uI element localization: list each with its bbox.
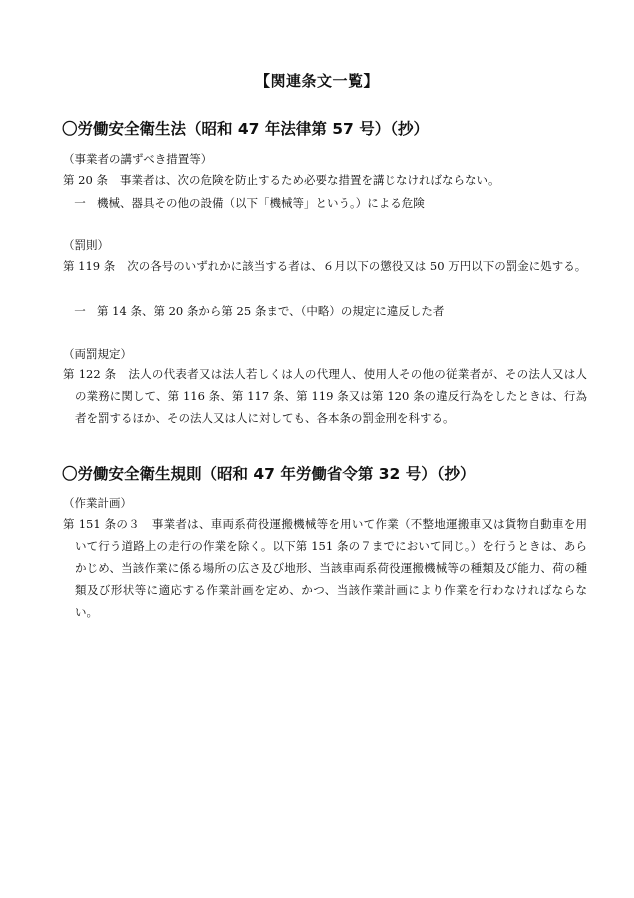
article-caption: （作業計画） — [63, 496, 132, 510]
article-number: 第 122 条 — [63, 367, 117, 381]
article-caption: （両罰規定） — [63, 347, 132, 361]
page-title: 【関連条文一覧】 — [254, 72, 379, 90]
article-text: 事業者は、車両系荷役運搬機械等を用いて作業（不整地運搬車又は貨物自動車を用いて行う道路上の走行の作業を除く。以下第 151 条の７までにおいて同じ。）を行うときは、あらかじめ、当該作業に係る場所の広さ及び地形、当該車両系荷役運搬機械等の種類及び能力、荷の種類及び形状等に適応する作業計画を定め、かつ、当該作業計画により作業を行わなければならない。 — [75, 517, 587, 619]
law-heading-anzen-eisei-ho: 〇労働安全衛生法（昭和 47 年法律第 57 号）（抄） — [62, 120, 429, 138]
article-20 — [63, 169, 587, 191]
article-text: 事業者は、次の危険を防止するため必要な措置を講じなければならない。 — [119, 173, 500, 187]
article-number: 第 151 条の３ — [63, 517, 140, 531]
item-text: 機械、器具その他の設備（以下「機械等」という。）による危険 — [97, 196, 425, 210]
article-text: 次の各号のいずれかに該当する者は、６月以下の懲役又は 50 万円以下の罰金に処する。 — [127, 259, 587, 273]
article-number: 第 119 条 — [63, 259, 116, 273]
article-number: 第 20 条 — [63, 173, 108, 187]
article-151-3 — [63, 513, 587, 623]
article-text: 法人の代表者又は法人若しくは人の代理人、使用人その他の従業者が、その法人又は人の業務に関して、第 116 条、第 117 条、第 119 条又は第 120 条の違反行為をしたときは、行為者を罰するほか、その法人又は人に対しても、各本条の罰金刑を科する。 — [75, 367, 588, 425]
article-119 — [63, 255, 587, 277]
article-122 — [63, 363, 587, 429]
item-number: 一 — [74, 196, 86, 210]
article-item — [63, 195, 425, 211]
article-caption: （事業者の講ずべき措置等） — [63, 152, 213, 166]
item-number: 一 — [74, 304, 86, 318]
law-heading-anzen-eisei-kisoku: 〇労働安全衛生規則（昭和 47 年労働省令第 32 号）（抄） — [62, 465, 476, 483]
article-item — [63, 303, 444, 319]
item-text: 第 14 条、第 20 条から第 25 条まで、（中略）の規定に違反した者 — [97, 304, 445, 318]
article-caption: （罰則） — [63, 238, 109, 252]
